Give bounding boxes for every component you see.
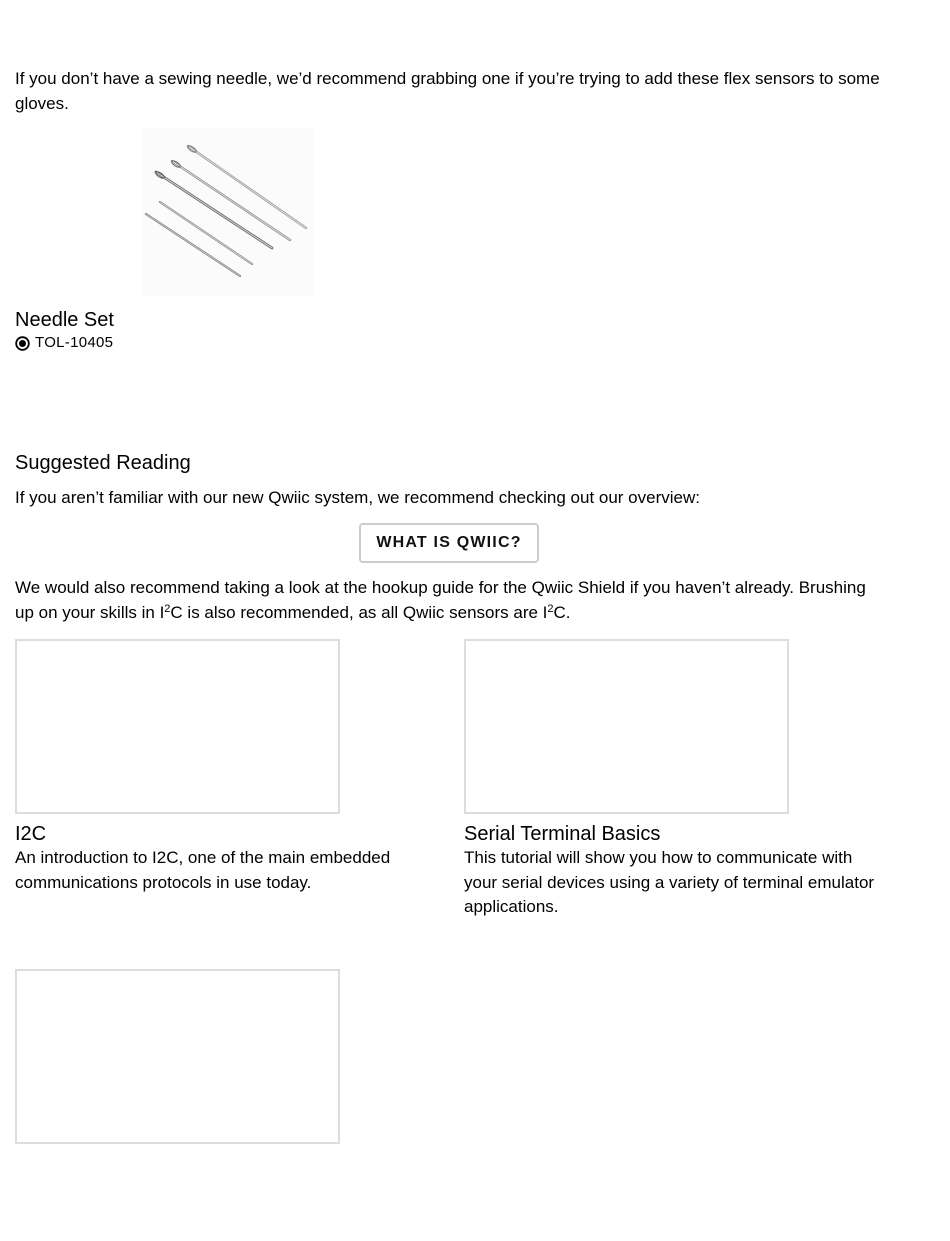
serial-terminal-card-description: This tutorial will show you how to communicate with your serial devices using a variety of terminal emulator applications.	[464, 848, 875, 916]
what-is-qwiic-button[interactable]: WHAT IS QWIIC?	[359, 523, 539, 563]
third-card-thumbnail[interactable]	[15, 969, 340, 1144]
intro-paragraph: If you don’t have a sewing needle, we’d recommend grabbing one if you’re trying to add these flex sensors to some gloves.	[15, 69, 880, 113]
product-sku-row	[15, 334, 113, 352]
needle-illustration	[142, 128, 314, 296]
superscript-two: 2	[164, 602, 171, 615]
needle-set-image[interactable]	[142, 128, 314, 296]
para-text-part: We would also recommend taking a look at the hookup guide for the Qwiic Shield if you haven’t already. Brushing up on your skills in I	[15, 578, 866, 622]
hookup-guide-paragraph	[15, 576, 885, 625]
suggested-reading-heading: Suggested Reading	[15, 452, 191, 474]
serial-terminal-card-thumbnail[interactable]	[464, 639, 789, 814]
i2c-card-thumbnail[interactable]	[15, 639, 340, 814]
product-sku: TOL-10405	[35, 334, 114, 351]
qwiic-intro-paragraph: If you aren’t familiar with our new Qwiic system, we recommend checking out our overview:	[15, 488, 700, 507]
superscript-two: 2	[547, 602, 554, 615]
i2c-card-title[interactable]: I2C	[15, 823, 47, 845]
para-text-part: C.	[553, 602, 571, 622]
serial-terminal-card-title[interactable]: Serial Terminal Basics	[464, 823, 661, 845]
para-text-part: C is also recommended, as all Qwiic sensors are I	[170, 602, 548, 622]
radio-selected-icon[interactable]	[15, 336, 30, 351]
product-title[interactable]: Needle Set	[15, 309, 114, 331]
i2c-card-description: An introduction to I2C, one of the main embedded communications protocols in use today.	[15, 848, 391, 892]
